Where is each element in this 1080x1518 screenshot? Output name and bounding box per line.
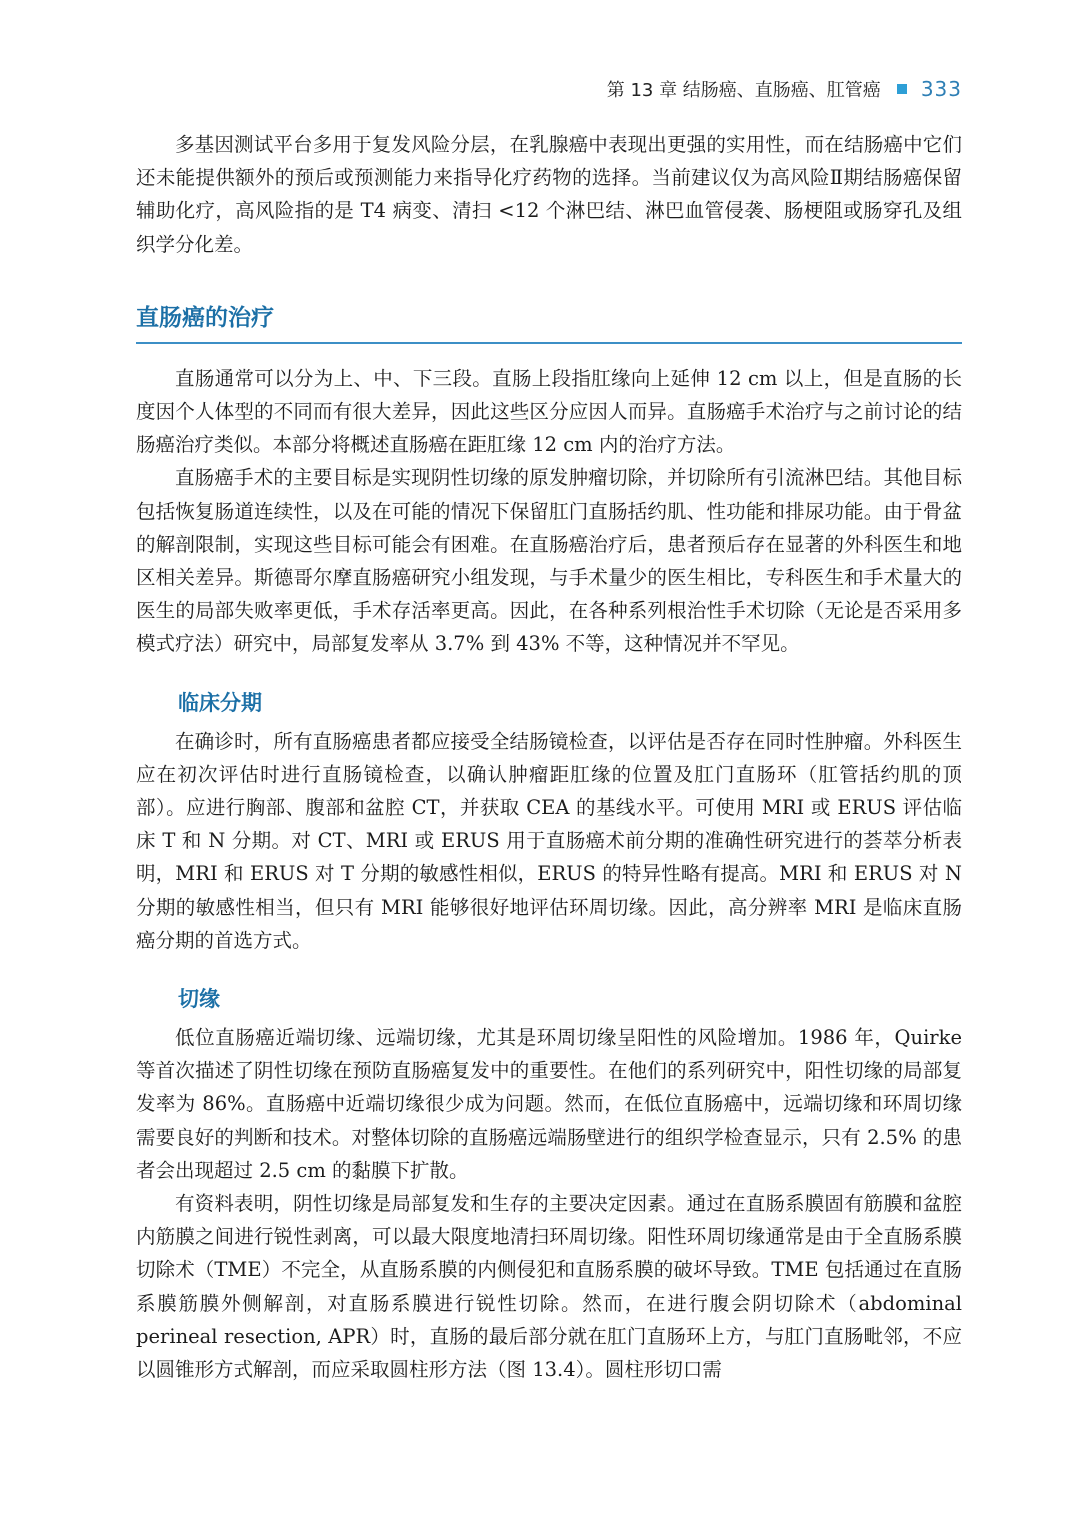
margins-paragraph-2: 有资料表明，阴性切缘是局部复发和生存的主要决定因素。通过在直肠系膜固有筋膜和盆腔内筋膜之间进行锐性剥离，可以最大限度地清扫环周切缘。阳性环周切缘通常是由于全直肠系膜切除术（TME）不完全，从直肠系膜的内侧侵犯和直肠系膜的破坏导致。TME 包括通过在直肠系膜筋膜外侧解剖，对直肠系膜进行锐性切除。然而，在进行腹会阴切除术（abdominal perineal resection, APR）时，直肠的最后部分就在肛门直肠环上方，与肛门直肠毗邻，不应以圆锥形方式解剖，而应采取圆柱形方法（图 13.4）。圆柱形切口需 (136, 1192, 962, 1382)
page-number: 333 (920, 77, 962, 101)
chapter-title: 第 13 章 结肠癌、直肠癌、肛管癌 (606, 80, 881, 101)
section-paragraph-2: 直肠癌手术的主要目标是实现阴性切缘的原发肿瘤切除，并切除所有引流淋巴结。其他目标包括恢复肠道连续性，以及在可能的情况下保留肛门直肠括约肌、性功能和排尿功能。由于骨盆的解剖限制，实现这些目标可能会有困难。在直肠癌治疗后，患者预后存在显著的外科医生和地区相关差异。斯德哥尔摩直肠癌研究小组发现，与手术量少的医生相比，专科医生和手术量大的医生的局部失败率更低，手术存活率更高。因此，在各种系列根治性手术切除（无论是否采用多模式疗法）研究中，局部复发率从 3.7% 到 43% 不等，这种情况并不罕见。 (136, 466, 962, 656)
staging-paragraph: 在确诊时，所有直肠癌患者都应接受全结肠镜检查，以评估是否存在同时性肿瘤。外科医生应在初次评估时进行直肠镜检查，以确认肿瘤距肛缘的位置及肛门直肠环（肛管括约肌的顶部）。应进行胸部、腹部和盆腔 CT，并获取 CEA 的基线水平。可使用 MRI 或 ERUS 评估临床 T 和 N 分期。对 CT、MRI 或 ERUS 用于直肠癌术前分期的准确性研究进行的荟萃分析表明，MRI 和 ERUS 对 T 分期的敏感性相似，ERUS 的特异性略有提高。MRI 和 ERUS 对 N 分期的敏感性相当，但只有 MRI 能够很好地评估环周切缘。因此，高分辨率 MRI 是临床直肠癌分期的首选方式。 (136, 729, 962, 952)
page-body (136, 128, 962, 1386)
section-paragraph-1: 直肠通常可以分为上、中、下三段。直肠上段指肛缘向上延伸 12 cm 以上，但是直肠的长度因个人体型的不同而有很大差异，因此这些区分应因人而异。直肠癌手术治疗与之前讨论的结肠癌治疗类似。本部分将概述直肠癌在距肛缘 12 cm 内的治疗方法。 (136, 366, 962, 457)
section-heading: 直肠癌的治疗 (136, 299, 962, 344)
square-bullet-icon (897, 84, 907, 94)
subsection-heading-margins: 切缘 (178, 987, 220, 1012)
margins-paragraph-1: 低位直肠癌近端切缘、远端切缘，尤其是环周切缘呈阳性的风险增加。1986 年，Quirke 等首次描述了阴性切缘在预防直肠癌复发中的重要性。在他们的系列研究中，阳性切缘的局部复发率为 86%。直肠癌中近端切缘很少成为问题。然而，在低位直肠癌中，远端切缘和环周切缘需要良好的判断和技术。对整体切除的直肠癌远端肠壁进行的组织学检查显示，只有 2.5% 的患者会出现超过 2.5 cm 的黏膜下扩散。 (136, 1026, 962, 1182)
subsection-heading-staging: 临床分期 (178, 690, 262, 715)
intro-paragraph: 多基因测试平台多用于复发风险分层，在乳腺癌中表现出更强的实用性，而在结肠癌中它们还未能提供额外的预后或预测能力来指导化疗药物的选择。当前建议仅为高风险Ⅱ期结肠癌保留辅助化疗，高风险指的是 T4 病变、清扫 <12 个淋巴结、淋巴血管侵袭、肠梗阻或肠穿孔及组织学分化差。 (136, 133, 962, 256)
running-header (607, 76, 962, 102)
